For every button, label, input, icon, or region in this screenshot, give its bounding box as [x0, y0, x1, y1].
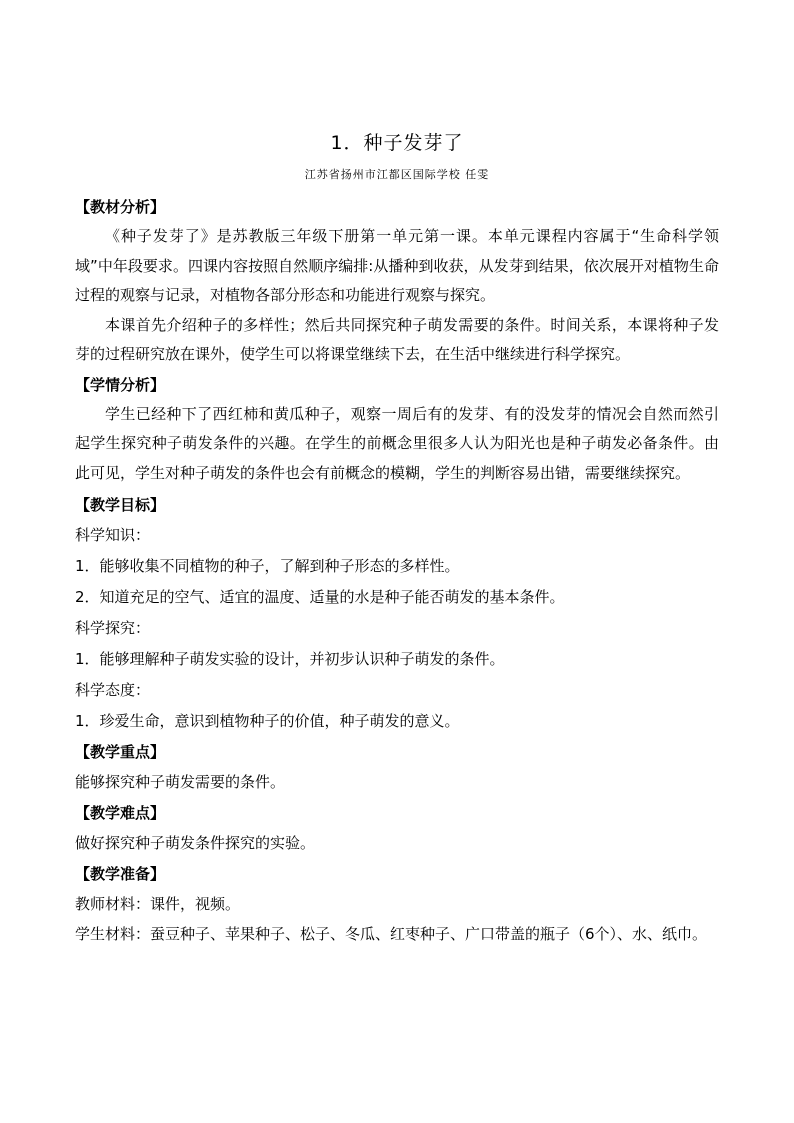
heading-key: 【教学重点】 [75, 743, 166, 761]
key-text: 能够探究种子萌发需要的条件。 [75, 773, 286, 791]
goals-attitude-1: 1．珍爱生命，意识到植物种子的价值，种子萌发的意义。 [75, 712, 460, 730]
heading-prep: 【教学准备】 [75, 865, 166, 883]
goals-knowledge-1: 1．能够收集不同植物的种子，了解到种子形态的多样性。 [75, 557, 460, 575]
difficulty-text: 做好探究种子萌发条件探究的实验。 [75, 834, 316, 852]
heading-students: 【学情分析】 [75, 375, 166, 394]
goals-knowledge-label: 科学知识： [75, 526, 151, 544]
goals-knowledge-2: 2．知道充足的空气、适宜的温度、适量的水是种子能否萌发的基本条件。 [75, 588, 565, 606]
prep-student: 学生材料：蚕豆种子、苹果种子、松子、冬瓜、红枣种子、广口带盖的瓶子（6个）、水、纸巾。 [75, 925, 708, 943]
students-paragraph: 学生已经种下了西红柿和黄瓜种子，观察一周后有的发芽、有的没发芽的情况会自然而然引起学生探究种子萌发条件的兴趣。在学生的前概念里很多人认为阳光也是种子萌发必备条件。由此可见，学生对种子萌发的条件也会有前概念的模糊，学生的判断容易出错，需要继续探究。 [75, 404, 719, 482]
goals-inquiry-label: 科学探究： [75, 619, 151, 637]
goals-attitude-label: 科学态度： [75, 681, 151, 699]
analysis-paragraph-1: 《种子发芽了》是苏教版三年级下册第一单元第一课。本单元课程内容属于“生命科学领域”中年段要求。四课内容按照自然顺序编排:从播种到收获，从发芽到结果，依次展开对植物生命过程的观察与记录，对植物各部分形态和功能进行观察与探究。 [75, 227, 719, 304]
prep-teacher: 教师材料：课件，视频。 [75, 895, 241, 913]
document-body [75, 192, 719, 949]
heading-difficulty: 【教学难点】 [75, 804, 166, 822]
author-line: 江苏省扬州市江都区国际学校 任雯 [304, 168, 490, 181]
goals-inquiry-1: 1．能够理解种子萌发实验的设计，并初步认识种子萌发的条件。 [75, 650, 505, 668]
heading-analysis: 【教材分析】 [75, 198, 166, 216]
analysis-paragraph-2: 本课首先介绍种子的多样性；然后共同探究种子萌发需要的条件。时间关系，本课将种子发芽的过程研究放在课外，使学生可以将课堂继续下去，在生活中继续进行科学探究。 [75, 315, 719, 363]
lesson-title: 1．种子发芽了 [330, 132, 464, 154]
heading-goals: 【教学目标】 [75, 496, 166, 514]
